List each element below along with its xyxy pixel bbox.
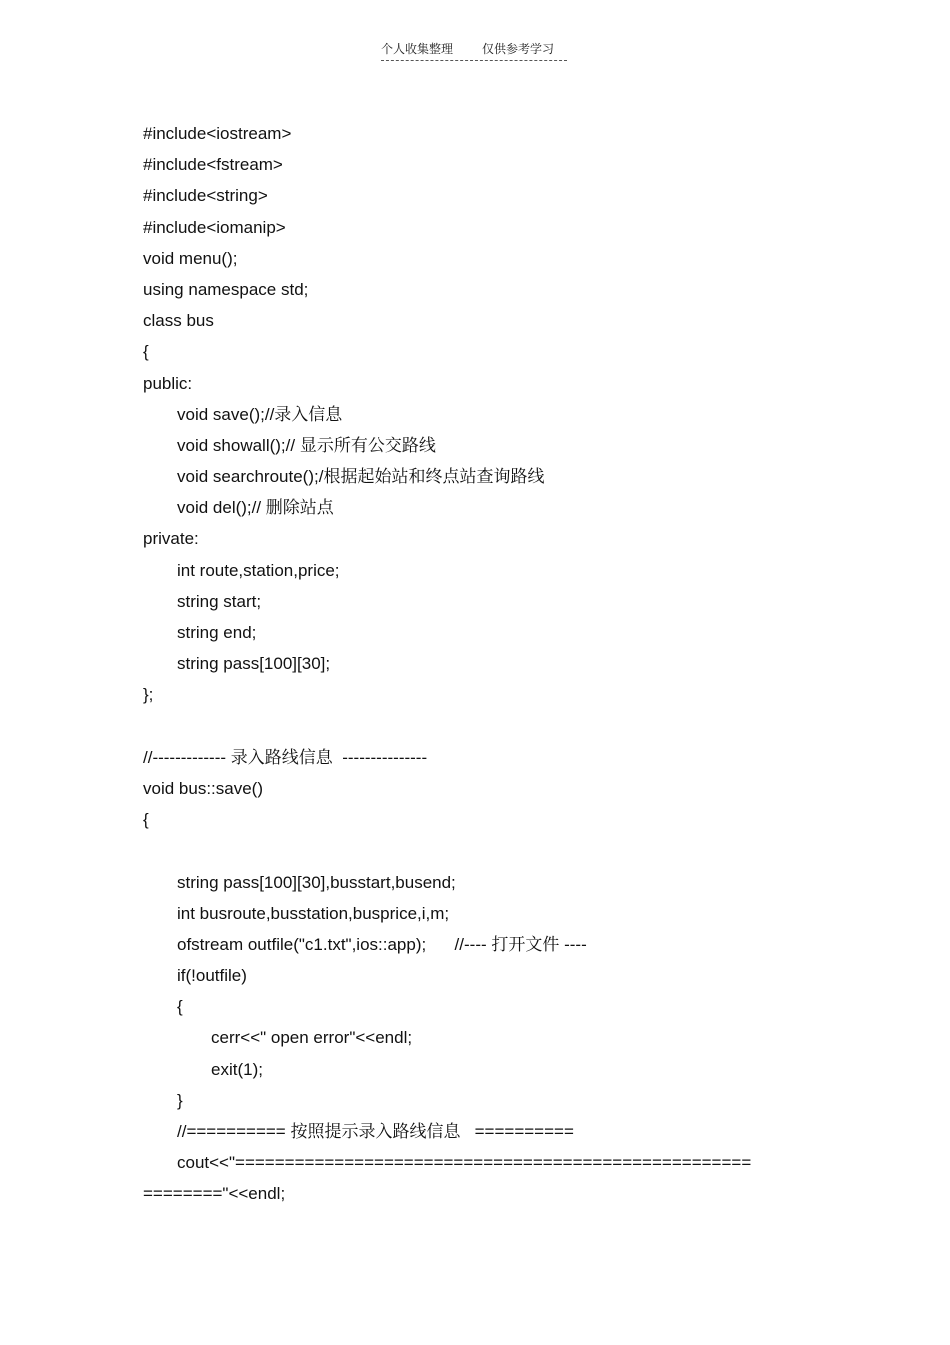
code-line: string pass[100][30]; [177,654,331,674]
code-line: ========"<<endl; [143,1184,286,1204]
code-line: { [143,342,149,362]
code-line: string end; [177,623,257,642]
code-line: cout<<"==================================================== [177,1153,752,1173]
code-line: private: [143,529,199,549]
code-line: { [177,997,183,1017]
header-right-text: 仅供参考学习 [482,42,555,56]
code-line: } [177,1090,183,1110]
code-line: }; [143,685,154,705]
code-line: void save();//录入信息 [177,404,343,424]
code-line: int busroute,busstation,busprice,i,m; [177,903,450,923]
code-line: #include<iomanip> [143,217,286,237]
header-left-text: 个人收集整理 [381,42,454,56]
code-line: #include<fstream> [143,155,283,175]
code-line: exit(1); [211,1059,263,1079]
code-line: int route,station,price; [177,560,340,580]
code-line: cerr<<" open error"<<endl; [211,1028,413,1048]
code-line: string pass[100][30],busstart,busend; [177,872,456,892]
code-line: { [143,810,149,830]
code-line: #include<string> [143,186,268,206]
code-line: void showall();// 显示所有公交路线 [177,435,436,455]
code-line [143,711,903,742]
code-line: void searchroute();/根据起始站和终点站查询路线 [177,467,545,487]
code-line: if(!outfile) [177,966,247,986]
page-header [381,40,567,61]
code-line: class bus [143,311,214,331]
code-line: public: [143,373,193,393]
code-line: ofstream outfile("c1.txt",ios::app); //---- 打开文件 ---- [177,934,587,954]
code-line [143,835,903,866]
code-line: //========== 按照提示录入路线信息 ========== [177,1122,574,1141]
code-line: void del();// 删除站点 [177,498,334,518]
code-line: void bus::save() [143,778,263,798]
code-line: string start; [177,591,262,611]
code-line: #include<iostream> [143,124,292,143]
code-line: using namespace std; [143,279,309,299]
code-line: //------------- 录入路线信息 --------------- [143,747,428,767]
code-listing [143,118,903,1210]
code-line: void menu(); [143,248,238,268]
